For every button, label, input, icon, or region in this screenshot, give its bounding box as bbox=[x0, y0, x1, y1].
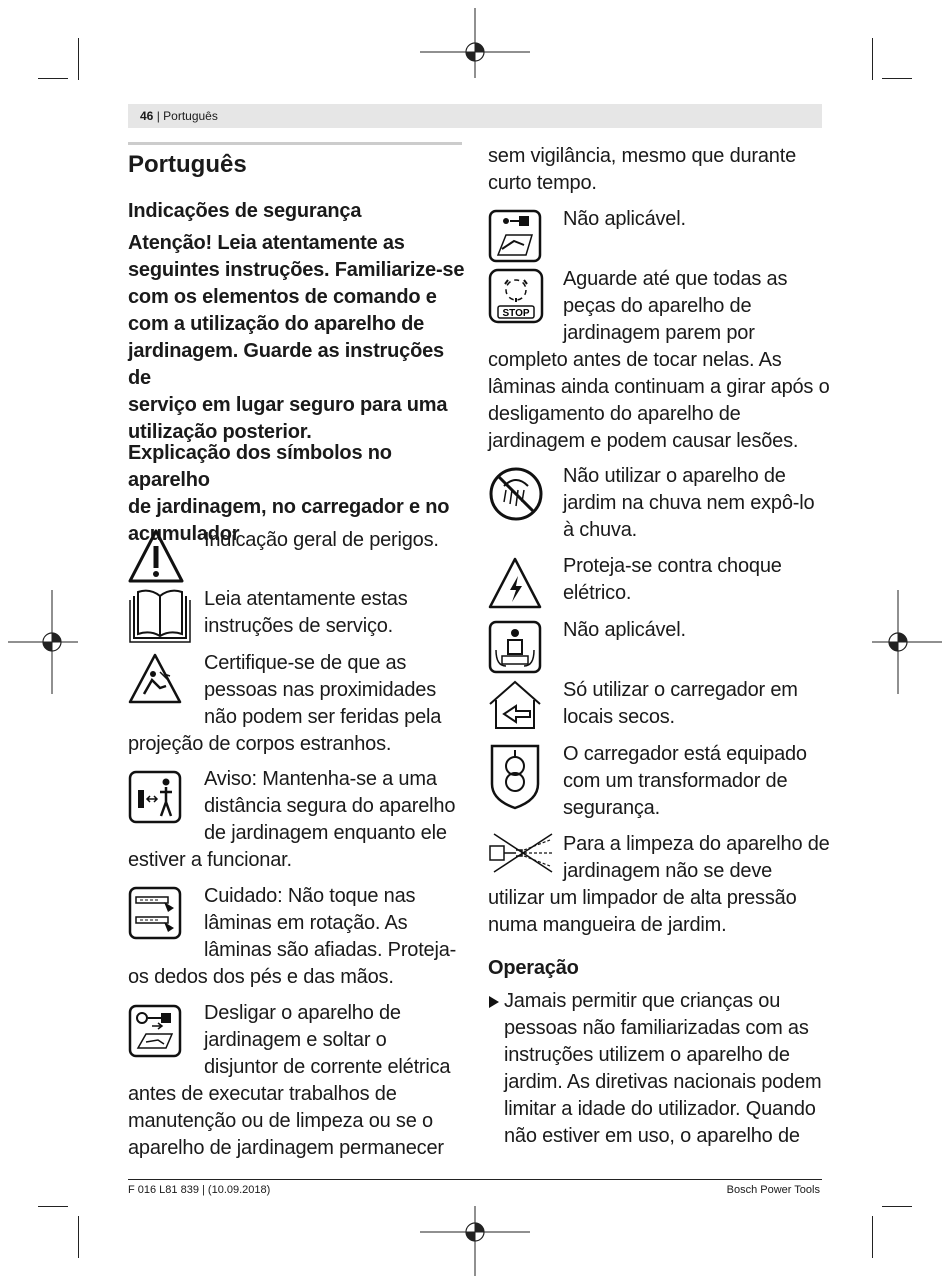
read-manual-book-icon bbox=[128, 588, 192, 644]
text-line: Desligar o aparelho de bbox=[204, 1002, 401, 1024]
text-line: limitar a idade do utilizador. Quando bbox=[504, 1098, 816, 1120]
crop-mark bbox=[38, 78, 68, 79]
symbol-description-continued: os dedos dos pés e das mãos. bbox=[128, 966, 394, 988]
header-language: Português bbox=[163, 109, 218, 123]
symbol-description bbox=[204, 766, 455, 847]
rotating-blades-icon bbox=[128, 886, 182, 940]
text-line: curto tempo. bbox=[488, 172, 597, 194]
page-title: Português bbox=[128, 151, 247, 178]
registration-mark-bottom bbox=[420, 1206, 530, 1276]
text-line: lâminas em rotação. As bbox=[204, 912, 408, 934]
text-line: O carregador está equipado bbox=[563, 743, 807, 765]
text-line: jardinagem parem por bbox=[563, 322, 755, 344]
text-line: seguintes instruções. Familiarize-se bbox=[128, 259, 465, 281]
text-line: lâminas são afiadas. Proteja- bbox=[204, 939, 457, 961]
text-line: elétrico. bbox=[563, 582, 632, 604]
crop-mark bbox=[872, 38, 873, 80]
symbol-description bbox=[563, 677, 798, 731]
text-line: Não utilizar o aparelho de bbox=[563, 465, 786, 487]
stop-label: STOP bbox=[502, 308, 530, 319]
electric-shock-icon bbox=[488, 556, 542, 610]
text-line: Explicação dos símbolos no aparelho bbox=[128, 442, 392, 491]
text-line: de jardinagem enquanto ele bbox=[204, 822, 447, 844]
footer-brand: Bosch Power Tools bbox=[726, 1184, 820, 1196]
crop-mark bbox=[78, 1216, 79, 1258]
text-line: locais secos. bbox=[563, 706, 675, 728]
text-line: Atenção! Leia atentamente as bbox=[128, 232, 405, 254]
text-line: segurança. bbox=[563, 797, 660, 819]
registration-mark-right bbox=[872, 590, 942, 694]
text-line: lâminas ainda continuam a girar após o bbox=[488, 376, 830, 398]
text-line: instruções de serviço. bbox=[204, 615, 394, 637]
symbol-description bbox=[204, 883, 456, 964]
text-line: peças do aparelho de bbox=[563, 295, 752, 317]
text-line: jardinagem e podem causar lesões. bbox=[488, 430, 799, 452]
text-line: disjuntor de corrente elétrica bbox=[204, 1056, 451, 1078]
text-line: Jamais permitir que crianças ou bbox=[504, 990, 781, 1012]
page-number: 46 bbox=[140, 109, 154, 123]
text-line: pessoas nas proximidades bbox=[204, 679, 436, 701]
no-pressure-washer-icon bbox=[486, 830, 556, 874]
text-line: acumulador bbox=[128, 523, 240, 545]
text-line: instruções utilizem o aparelho de bbox=[504, 1044, 790, 1066]
title-rule bbox=[128, 142, 462, 145]
text-line: não podem ser feridas pela bbox=[204, 706, 442, 728]
text-line: distância segura do aparelho bbox=[204, 795, 456, 817]
symbol-description bbox=[563, 741, 807, 822]
text-line: Aguarde até que todas as bbox=[563, 268, 788, 290]
text-line: manutenção ou de limpeza ou se o bbox=[128, 1110, 433, 1132]
stop-rotation-icon bbox=[488, 268, 544, 324]
footer-rule bbox=[128, 1179, 822, 1180]
text-line: aparelho de jardinagem permanecer bbox=[128, 1137, 444, 1159]
text-line: com um transformador de bbox=[563, 770, 788, 792]
header-bar bbox=[128, 104, 822, 128]
text-line: Não aplicável. bbox=[563, 208, 686, 230]
symbol-description bbox=[563, 463, 814, 544]
symbol-description-continued bbox=[488, 885, 797, 939]
text-line: Leia atentamente estas bbox=[204, 588, 408, 610]
crop-mark bbox=[78, 38, 79, 80]
text-line: completo antes de tocar nelas. As bbox=[488, 349, 782, 371]
flying-objects-warning-icon bbox=[128, 652, 182, 706]
crop-mark bbox=[38, 1206, 68, 1207]
text-line: Não aplicável. bbox=[563, 619, 686, 641]
continued-text bbox=[488, 143, 796, 197]
page-header: 46 | Português bbox=[140, 109, 218, 123]
symbol-description bbox=[563, 266, 787, 347]
text-line: de jardinagem, no carregador e no bbox=[128, 496, 450, 518]
symbol-description-continued bbox=[488, 347, 830, 455]
safety-heading: Indicações de segurança bbox=[128, 200, 362, 222]
text-line: Aviso: Mantenha-se a uma bbox=[204, 768, 437, 790]
text-line: Cuidado: Não toque nas bbox=[204, 885, 416, 907]
symbol-description bbox=[563, 617, 686, 644]
symbol-description bbox=[204, 650, 441, 731]
text-line: utilização posterior. bbox=[128, 421, 312, 443]
text-line: jardim. As diretivas nacionais podem bbox=[504, 1071, 822, 1093]
crop-mark bbox=[882, 1206, 912, 1207]
text-line: com a utilização do aparelho de bbox=[128, 313, 425, 335]
text-line: Indicação geral de perigos. bbox=[204, 529, 439, 551]
crop-mark bbox=[882, 78, 912, 79]
text-line: numa mangueira de jardim. bbox=[488, 914, 727, 936]
text-line: utilizar um limpador de alta pressão bbox=[488, 887, 797, 909]
indoor-use-house-icon bbox=[486, 678, 544, 732]
symbol-description bbox=[563, 831, 830, 885]
symbol-description-continued: projeção de corpos estranhos. bbox=[128, 733, 392, 755]
text-line: antes de executar trabalhos de bbox=[128, 1083, 397, 1105]
text-line: jardinagem e soltar o bbox=[204, 1029, 387, 1051]
safety-transformer-icon bbox=[488, 742, 542, 810]
symbol-description-continued bbox=[128, 1081, 444, 1162]
symbol-description bbox=[204, 1000, 450, 1081]
symbol-description-continued: estiver a funcionar. bbox=[128, 849, 292, 871]
text-line: à chuva. bbox=[563, 519, 638, 541]
symbol-description bbox=[563, 553, 782, 607]
bullet-triangle-icon bbox=[489, 996, 499, 1008]
text-line: desligamento do aparelho de bbox=[488, 403, 741, 425]
text-line: pessoas não familiarizadas com as bbox=[504, 1017, 809, 1039]
text-line: sem vigilância, mesmo que durante bbox=[488, 145, 796, 167]
footer-doc-id: F 016 L81 839 | (10.09.2018) bbox=[128, 1184, 271, 1196]
operation-heading: Operação bbox=[488, 957, 579, 979]
text-line: Só utilizar o carregador em bbox=[563, 679, 798, 701]
registration-mark-left bbox=[8, 590, 78, 694]
symbol-description bbox=[204, 527, 439, 554]
symbol-description bbox=[563, 206, 686, 233]
text-line: serviço em lugar seguro para uma bbox=[128, 394, 448, 416]
warning-paragraph bbox=[128, 230, 468, 446]
text-line: com os elementos de comando e bbox=[128, 286, 437, 308]
text-line: não estiver em uso, o aparelho de bbox=[504, 1125, 800, 1147]
text-line: Certifique-se de que as bbox=[204, 652, 407, 674]
text-line: Para a limpeza do aparelho de bbox=[563, 833, 830, 855]
keep-distance-icon bbox=[128, 770, 182, 824]
operation-bullet bbox=[504, 988, 821, 1150]
text-line: jardinagem não se deve bbox=[563, 860, 773, 882]
no-rain-icon bbox=[488, 466, 544, 522]
person-machine-icon bbox=[488, 620, 542, 674]
text-line: jardim na chuva nem expô-lo bbox=[563, 492, 815, 514]
text-line: jardinagem. Guarde as instruções de bbox=[128, 340, 444, 389]
text-line: Proteja-se contra choque bbox=[563, 555, 782, 577]
warning-triangle-icon bbox=[128, 528, 184, 584]
disconnect-plug-icon bbox=[128, 1004, 182, 1058]
crop-mark bbox=[872, 1216, 873, 1258]
registration-mark-top bbox=[420, 8, 530, 78]
manual-hand-icon bbox=[488, 209, 542, 263]
symbol-description bbox=[204, 586, 408, 640]
